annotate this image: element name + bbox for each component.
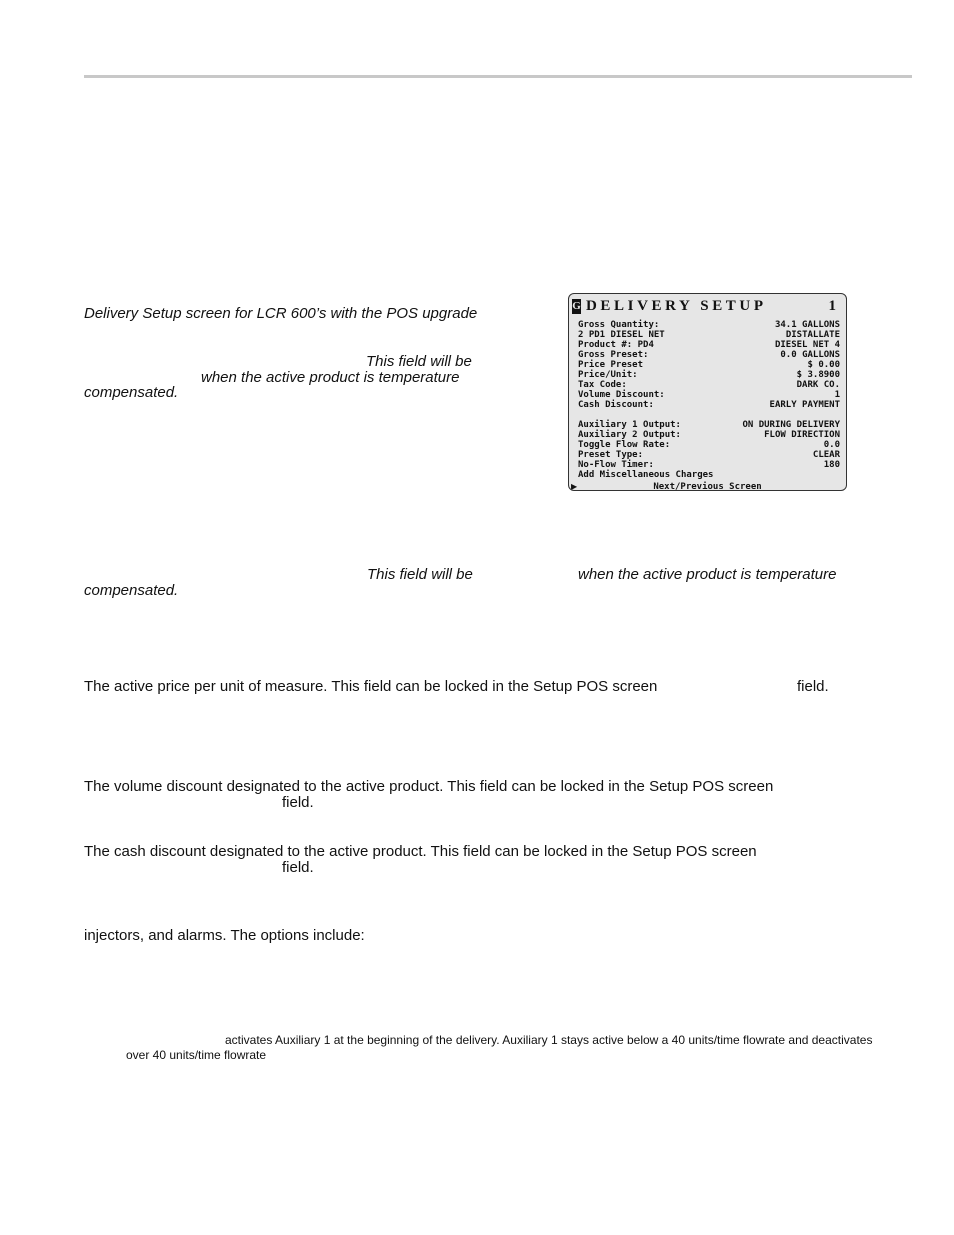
lcd-row-value: 0.0 [823,440,840,450]
header-rule [84,75,912,78]
lcd-row-price-preset [578,360,840,370]
lcd-row-label: Cash Discount: [578,400,654,410]
lcd-row-label: Auxiliary 2 Output: [578,430,681,440]
lcd-row-toggle-flow-rate [578,440,840,450]
lcd-row-product-number [578,340,840,350]
lcd-row-auxiliary-1 [578,420,840,430]
lcd-row-cash-discount [578,400,840,410]
lcd-row-volume-discount [578,390,840,400]
gross-quantity-note-2: when the active product is temperature [201,369,460,386]
lcd-row-label: Price Preset [578,360,644,370]
delivery-setup-lcd-screen [568,293,847,491]
cursor-icon: G [572,300,581,312]
lcd-row-value: FLOW DIRECTION [764,430,840,440]
price-unit-description: The active price per unit of measure. This field can be locked in the Setup POS screen [84,678,658,695]
volume-discount-description: The volume discount designated to the active product. This field can be locked in the Setup POS screen [84,778,774,795]
lcd-row-label: Tax Code: [578,380,627,390]
lcd-row-value: CLEAR [812,450,840,460]
price-unit-field-word: field. [797,678,829,695]
lcd-row-label: No-Flow Timer: [578,460,654,470]
lcd-row-label: Gross Quantity: [578,320,660,330]
lcd-row-tax-code [578,380,840,390]
lcd-title-bar [572,298,840,316]
cash-discount-description: The cash discount designated to the active product. This field can be locked in the Setup POS screen [84,843,757,860]
screen-caption: Delivery Setup screen for LCR 600’s with the POS upgrade [84,305,478,322]
lcd-row-label: Price/Unit: [578,370,638,380]
lcd-row-label: Volume Discount: [578,390,665,400]
lcd-row-label: Auxiliary 1 Output: [578,420,681,430]
lcd-screen-title: DELIVERY SETUP [586,298,767,314]
lcd-row-preset-type [578,450,840,460]
gross-preset-note-1: This field will be [367,566,473,583]
lcd-next-previous-screen: Next/Previous Screen [653,482,762,491]
lcd-row-value: DIESEL NET 4 [774,340,840,350]
lcd-row-value: 0.0 GALLONS [780,350,840,360]
lcd-row-value: $ 0.00 [807,360,840,370]
lcd-row-value: $ 3.8900 [796,370,840,380]
selection-arrow-icon: ▶ [571,482,578,491]
lcd-row-label: Product #: PD4 [578,340,654,350]
gross-preset-note-2: when the active product is temperature [578,566,837,583]
gross-quantity-note-3: compensated. [84,384,179,401]
lcd-row-auxiliary-2 [578,430,840,440]
lcd-row-price-unit [578,370,840,380]
gross-quantity-note-1: This field will be [366,353,472,370]
lcd-row-label: Add Miscellaneous Charges [578,470,714,480]
lcd-row-value: 1 [834,390,840,400]
lcd-row-value: ON DURING DELIVERY [742,420,840,430]
lcd-row-no-flow-timer [578,460,840,470]
lcd-row-product-line [578,330,840,340]
aux-option-description-1: activates Auxiliary 1 at the beginning of the delivery. Auxiliary 1 stays active below a 40 units/time flowrate and deactivates [225,1033,873,1047]
aux-option-description-2: over 40 units/time flowrate [126,1048,267,1062]
lcd-row-misc-charges [578,470,840,480]
lcd-row-value: DARK CO. [796,380,840,390]
lcd-row-gross-preset [578,350,840,360]
lcd-row-value: EARLY PAYMENT [769,400,840,410]
lcd-row-gross-quantity [578,320,840,330]
auxiliary-options-intro: injectors, and alarms. The options include: [84,927,365,944]
cash-discount-field-word: field. [282,859,314,876]
lcd-row-label: Gross Preset: [578,350,649,360]
lcd-row-label: Preset Type: [578,450,644,460]
lcd-row-value: DISTALLATE [785,330,840,340]
lcd-page-number: 1 [828,298,836,314]
lcd-row-label: Toggle Flow Rate: [578,440,671,450]
gross-preset-note-3: compensated. [84,582,179,599]
volume-discount-field-word: field. [282,794,314,811]
lcd-row-label: 2 PD1 DIESEL NET [578,330,665,340]
lcd-row-value: 34.1 GALLONS [774,320,840,330]
lcd-row-value: 180 [823,460,840,470]
